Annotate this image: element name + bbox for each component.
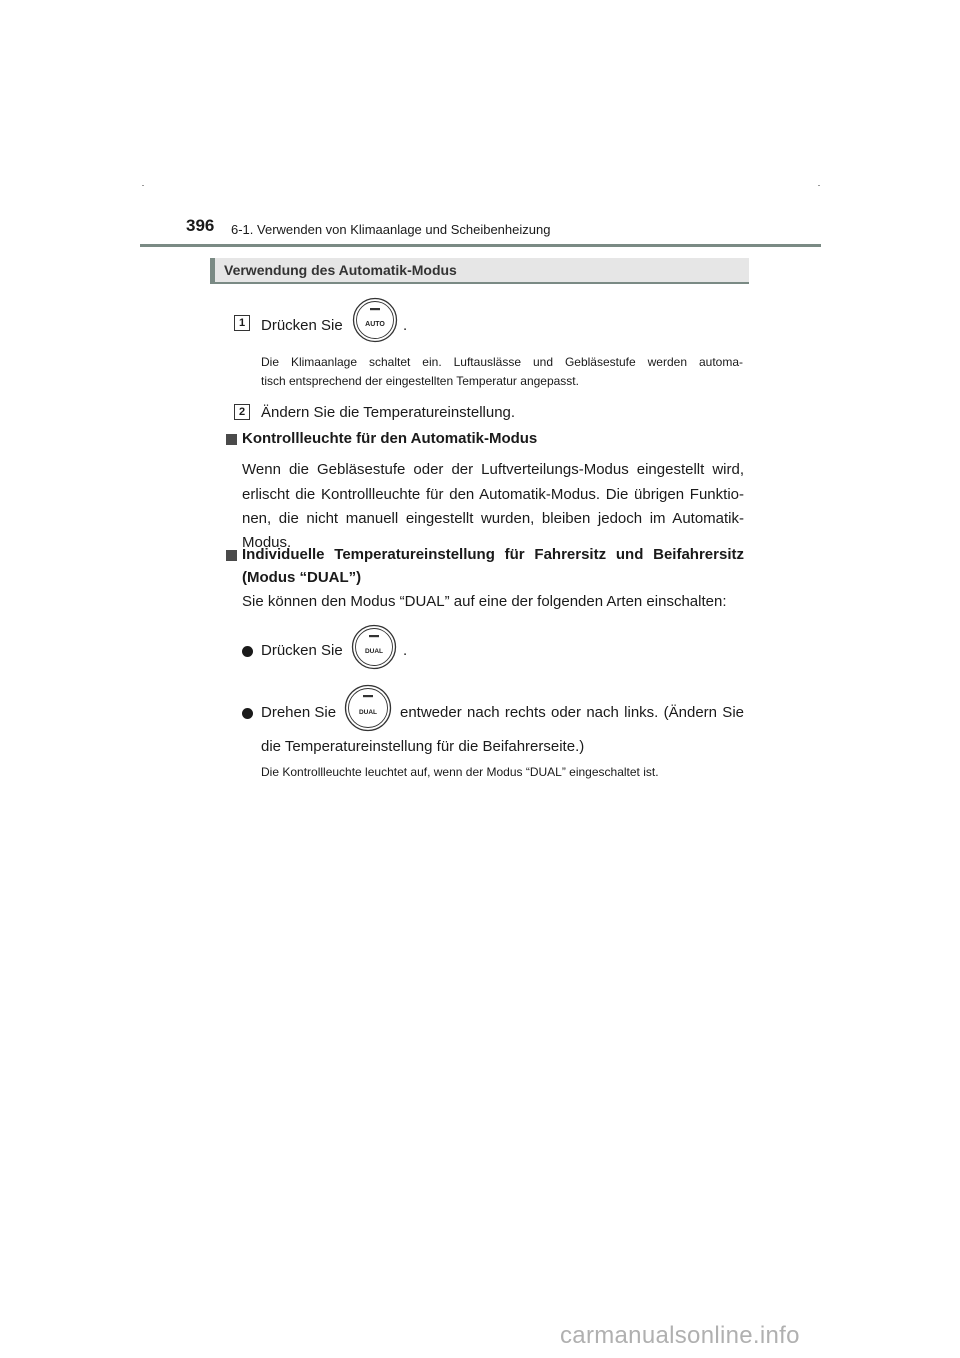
bullet-2-text-continued: entweder nach rechts oder nach links. (Ändern Sie (400, 704, 744, 721)
chapter-title: 6-1. Verwenden von Klimaanlage und Scheibenheizung (231, 222, 551, 237)
dual-button-icon (351, 624, 397, 670)
topic-indicator-line-2: erlischt die Kontrollleuchte für den Automatik-Modus. Die übrigen Funktio- (242, 486, 744, 503)
dual-dial-icon (344, 684, 392, 732)
page-number: 396 (186, 216, 215, 235)
bullet-1-text: Drücken Sie (261, 642, 343, 659)
crop-mark-left (142, 185, 144, 186)
section-title: Verwendung des Automatik-Modus (224, 262, 457, 278)
step-1-note-line-2: tisch entsprechend der eingestellten Temperatur angepasst. (261, 374, 579, 388)
topic-indicator-heading: Kontrollleuchte für den Automatik-Modus (242, 430, 538, 447)
topic-indicator-line-3: nen, die nicht manuell eingestellt wurden, bleiben jedoch im Automatik- (242, 510, 744, 527)
bullet-2-text: Drehen Sie (261, 704, 337, 721)
step-2-text: Ändern Sie die Temperatureinstellung. (261, 404, 516, 421)
step-number-1: 1 (234, 315, 250, 331)
topic-dual-heading-line-2: (Modus “DUAL”) (242, 569, 362, 586)
topic-indicator-line-1: Wenn die Gebläsestufe oder der Luftverteilungs-Modus eingestellt wird, (242, 461, 744, 478)
auto-button-label: AUTO (365, 321, 385, 328)
step-1-period: . (403, 317, 408, 334)
topic-dual-heading-line-1: Individuelle Temperatureinstellung für Fahrersitz und Beifahrersitz (242, 546, 744, 563)
auto-button-icon (352, 297, 398, 343)
dual-dial-label: DUAL (358, 709, 378, 716)
section-heading-bar (210, 258, 749, 284)
header-rule (140, 244, 821, 247)
dual-button-label: DUAL (364, 648, 384, 655)
bullet-dot (242, 646, 253, 657)
watermark: carmanualsonline.info (560, 1322, 800, 1349)
bullet-2-line-2: die Temperatureinstellung für die Beifahrerseite.) (261, 738, 585, 755)
step-1-note-line-1: Die Klimaanlage schaltet ein. Luftauslässe und Gebläsestufe werden automa- (261, 355, 743, 369)
topic-dual-intro: Sie können den Modus “DUAL” auf eine der folgenden Arten einschalten: (242, 593, 727, 610)
bullet-1-period: . (403, 642, 408, 659)
topic-square-icon (226, 434, 237, 445)
step-number-2: 2 (234, 404, 250, 420)
topic-indicator-line-4: Modus. (242, 534, 292, 551)
bullet-dot (242, 708, 253, 719)
dual-note: Die Kontrollleuchte leuchtet auf, wenn der Modus “DUAL” eingeschaltet ist. (261, 765, 659, 779)
section-accent (210, 258, 215, 284)
step-1-text: Drücken Sie (261, 317, 343, 334)
crop-mark-right (818, 185, 820, 186)
topic-square-icon (226, 550, 237, 561)
